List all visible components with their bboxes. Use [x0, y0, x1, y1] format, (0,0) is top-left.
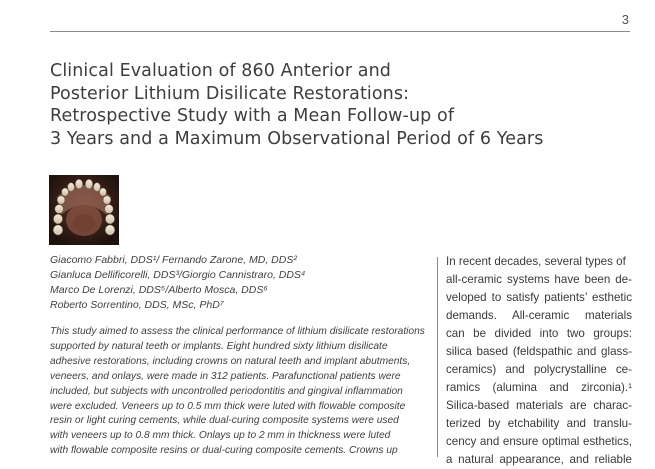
- intro-line: demands. All-ceramic materials: [446, 309, 632, 322]
- intro-line: can be divided into two groups:: [446, 327, 632, 340]
- intro-line: terized by etchability and translu-: [446, 417, 632, 430]
- intro-line: ramics (alumina and zirconia).¹: [446, 381, 632, 394]
- intro-line: cency and ensure optimal esthetics,: [446, 435, 632, 448]
- intro-line: ceramics) and polycrystalline ce-: [446, 363, 632, 376]
- abstract-line: adhesive restorations, including crowns on natural teeth and implant abutments,: [50, 355, 411, 367]
- title-line: Clinical Evaluation of 860 Anterior and: [50, 61, 391, 81]
- abstract: [50, 325, 425, 459]
- abstract-line: were excluded. Veneers up to 0.5 mm thick were luted with flowable composite: [50, 400, 406, 412]
- abstract-line: with flowable composite resins or dual-curing composite cements. Crowns up: [50, 445, 398, 457]
- intro-line: all-ceramic systems have been de-: [446, 273, 632, 286]
- author-list: [50, 253, 420, 313]
- dental-arch-thumbnail: [49, 175, 119, 245]
- author-line: Giacomo Fabbri, DDS¹/ Fernando Zarone, MD, DDS²: [50, 254, 297, 266]
- article-title: [50, 60, 630, 150]
- title-line: Retrospective Study with a Mean Follow-up of: [50, 106, 455, 126]
- intro-line: silica based (feldspathic and glass-: [446, 345, 632, 358]
- abstract-line: supported by natural teeth or implants. Eight hundred sixty lithium disilicate: [50, 340, 388, 352]
- intro-line: Silica-based materials are charac-: [446, 399, 632, 412]
- intro-line: a natural appearance, and reliable: [446, 453, 632, 466]
- dental-arch-image: [49, 175, 119, 245]
- intro-line: veloped to satisfy patients’ esthetic: [446, 291, 632, 304]
- title-line: 3 Years and a Maximum Observational Period of 6 Years: [50, 128, 544, 149]
- abstract-line: with veneers up to 0.8 mm thick. Onlays up to 2 mm in thickness were luted: [50, 430, 391, 442]
- header-rule: [50, 31, 630, 32]
- author-line: Roberto Sorrentino, DDS, MSc, PhD⁷: [50, 299, 224, 311]
- introduction-text: [446, 253, 632, 469]
- author-line: Gianluca Dellificorelli, DDS³/Giorgio Cannistraro, DDS⁴: [50, 269, 306, 281]
- intro-line: In recent decades, several types of: [446, 255, 626, 268]
- abstract-line: included, but subjects with uncontrolled periodontitis and gingival inflammation: [50, 385, 403, 397]
- abstract-line: resin or light curing cements, while dual-curing composite systems were used: [50, 415, 399, 427]
- author-line: Marco De Lorenzi, DDS⁵/Alberto Mosca, DDS⁶: [50, 284, 268, 296]
- abstract-line: veneers, and onlays, were made in 312 patients. Parafunctional patients were: [50, 370, 401, 382]
- title-line: Posterior Lithium Disilicate Restorations:: [50, 83, 410, 104]
- column-divider: [437, 257, 438, 457]
- page-number: 3: [621, 12, 629, 27]
- abstract-line: This study aimed to assess the clinical performance of lithium disilicate restorations: [50, 326, 425, 337]
